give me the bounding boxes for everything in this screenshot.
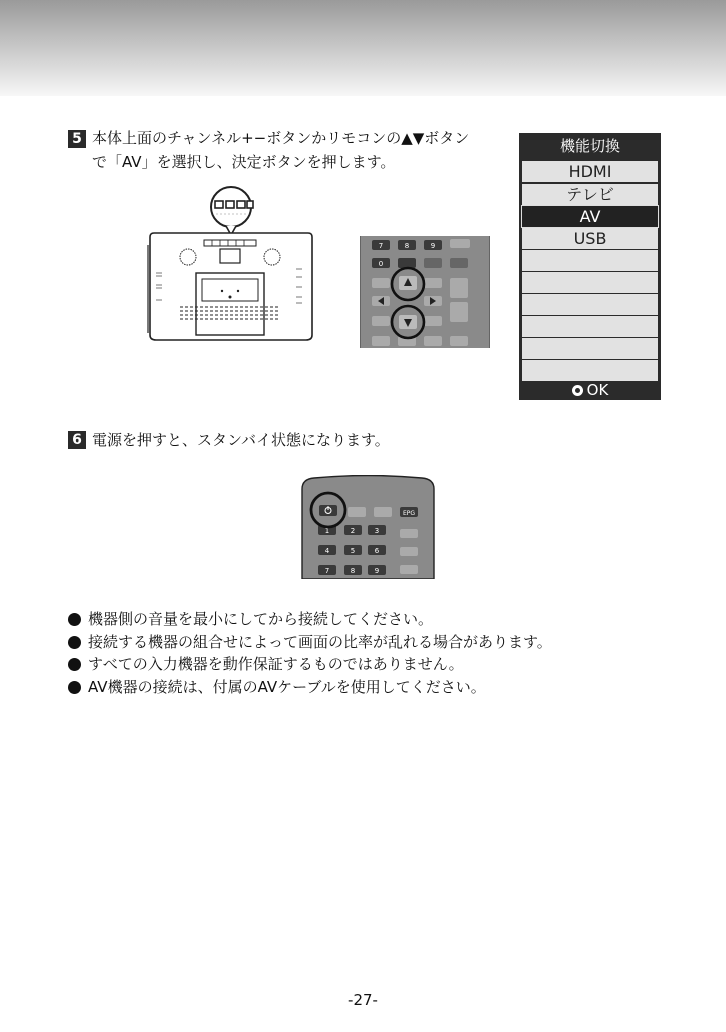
step-6-text: 電源を押すと、スタンバイ状態になります。 [92, 431, 390, 449]
menu-ok[interactable] [519, 381, 661, 400]
remote-control-channel-illustration [360, 236, 490, 348]
note-item: すべての入力機器を動作保証するものではありません。 [68, 653, 552, 676]
note-item: 機器側の音量を最小にしてから接続してください。 [68, 608, 552, 631]
step-5 [68, 126, 508, 176]
page-number: -27- [348, 991, 378, 1009]
svg-text:3: 3 [374, 527, 380, 535]
device-illustration [146, 185, 316, 345]
svg-text:8: 8 [350, 567, 356, 575]
notes-list [68, 608, 552, 698]
menu-item-hdmi[interactable]: HDMI [522, 161, 658, 182]
svg-text:8: 8 [404, 242, 410, 250]
svg-text:6: 6 [374, 547, 380, 555]
note-item: AV機器の接続は、付属のAVケーブルを使用してください。 [68, 676, 552, 699]
menu-item-usb[interactable]: USB [522, 228, 658, 249]
svg-text:9: 9 [430, 242, 436, 250]
step-5-number: 5 [68, 130, 86, 148]
svg-text:0: 0 [378, 260, 384, 268]
bullet-icon [68, 636, 81, 649]
step-6-number: 6 [68, 431, 86, 449]
menu-item-tv[interactable]: テレビ [522, 184, 658, 205]
step-5-line-1: 本体上面のチャンネル+−ボタンかリモコンの▲▼ボタン [92, 129, 470, 147]
function-switch-menu [519, 133, 661, 400]
bullet-icon [68, 681, 81, 694]
svg-text:5: 5 [350, 547, 356, 555]
remote-control-power-illustration [300, 475, 436, 579]
svg-text:2: 2 [350, 527, 356, 535]
svg-text:EPG: EPG [402, 510, 416, 517]
menu-item-empty [522, 360, 658, 381]
svg-text:7: 7 [324, 567, 330, 575]
ok-button-icon [572, 385, 583, 396]
menu-item-empty [522, 338, 658, 359]
bullet-icon [68, 658, 81, 671]
bullet-icon [68, 613, 81, 626]
svg-text:9: 9 [374, 567, 380, 575]
menu-item-empty [522, 250, 658, 271]
menu-item-av[interactable]: AV [522, 206, 658, 227]
ok-label: OK [586, 381, 609, 399]
menu-item-empty [522, 272, 658, 293]
header-band [0, 0, 726, 96]
step-6 [68, 428, 468, 452]
note-item: 接続する機器の組合せによって画面の比率が乱れる場合があります。 [68, 631, 552, 654]
svg-text:1: 1 [324, 527, 330, 535]
menu-item-empty [522, 316, 658, 337]
menu-title: 機能切換 [559, 137, 620, 155]
menu-item-empty [522, 294, 658, 315]
step-5-line-2: で「AV」を選択し、決定ボタンを押します。 [92, 153, 396, 171]
svg-text:4: 4 [324, 547, 330, 555]
svg-text:7: 7 [378, 242, 384, 250]
